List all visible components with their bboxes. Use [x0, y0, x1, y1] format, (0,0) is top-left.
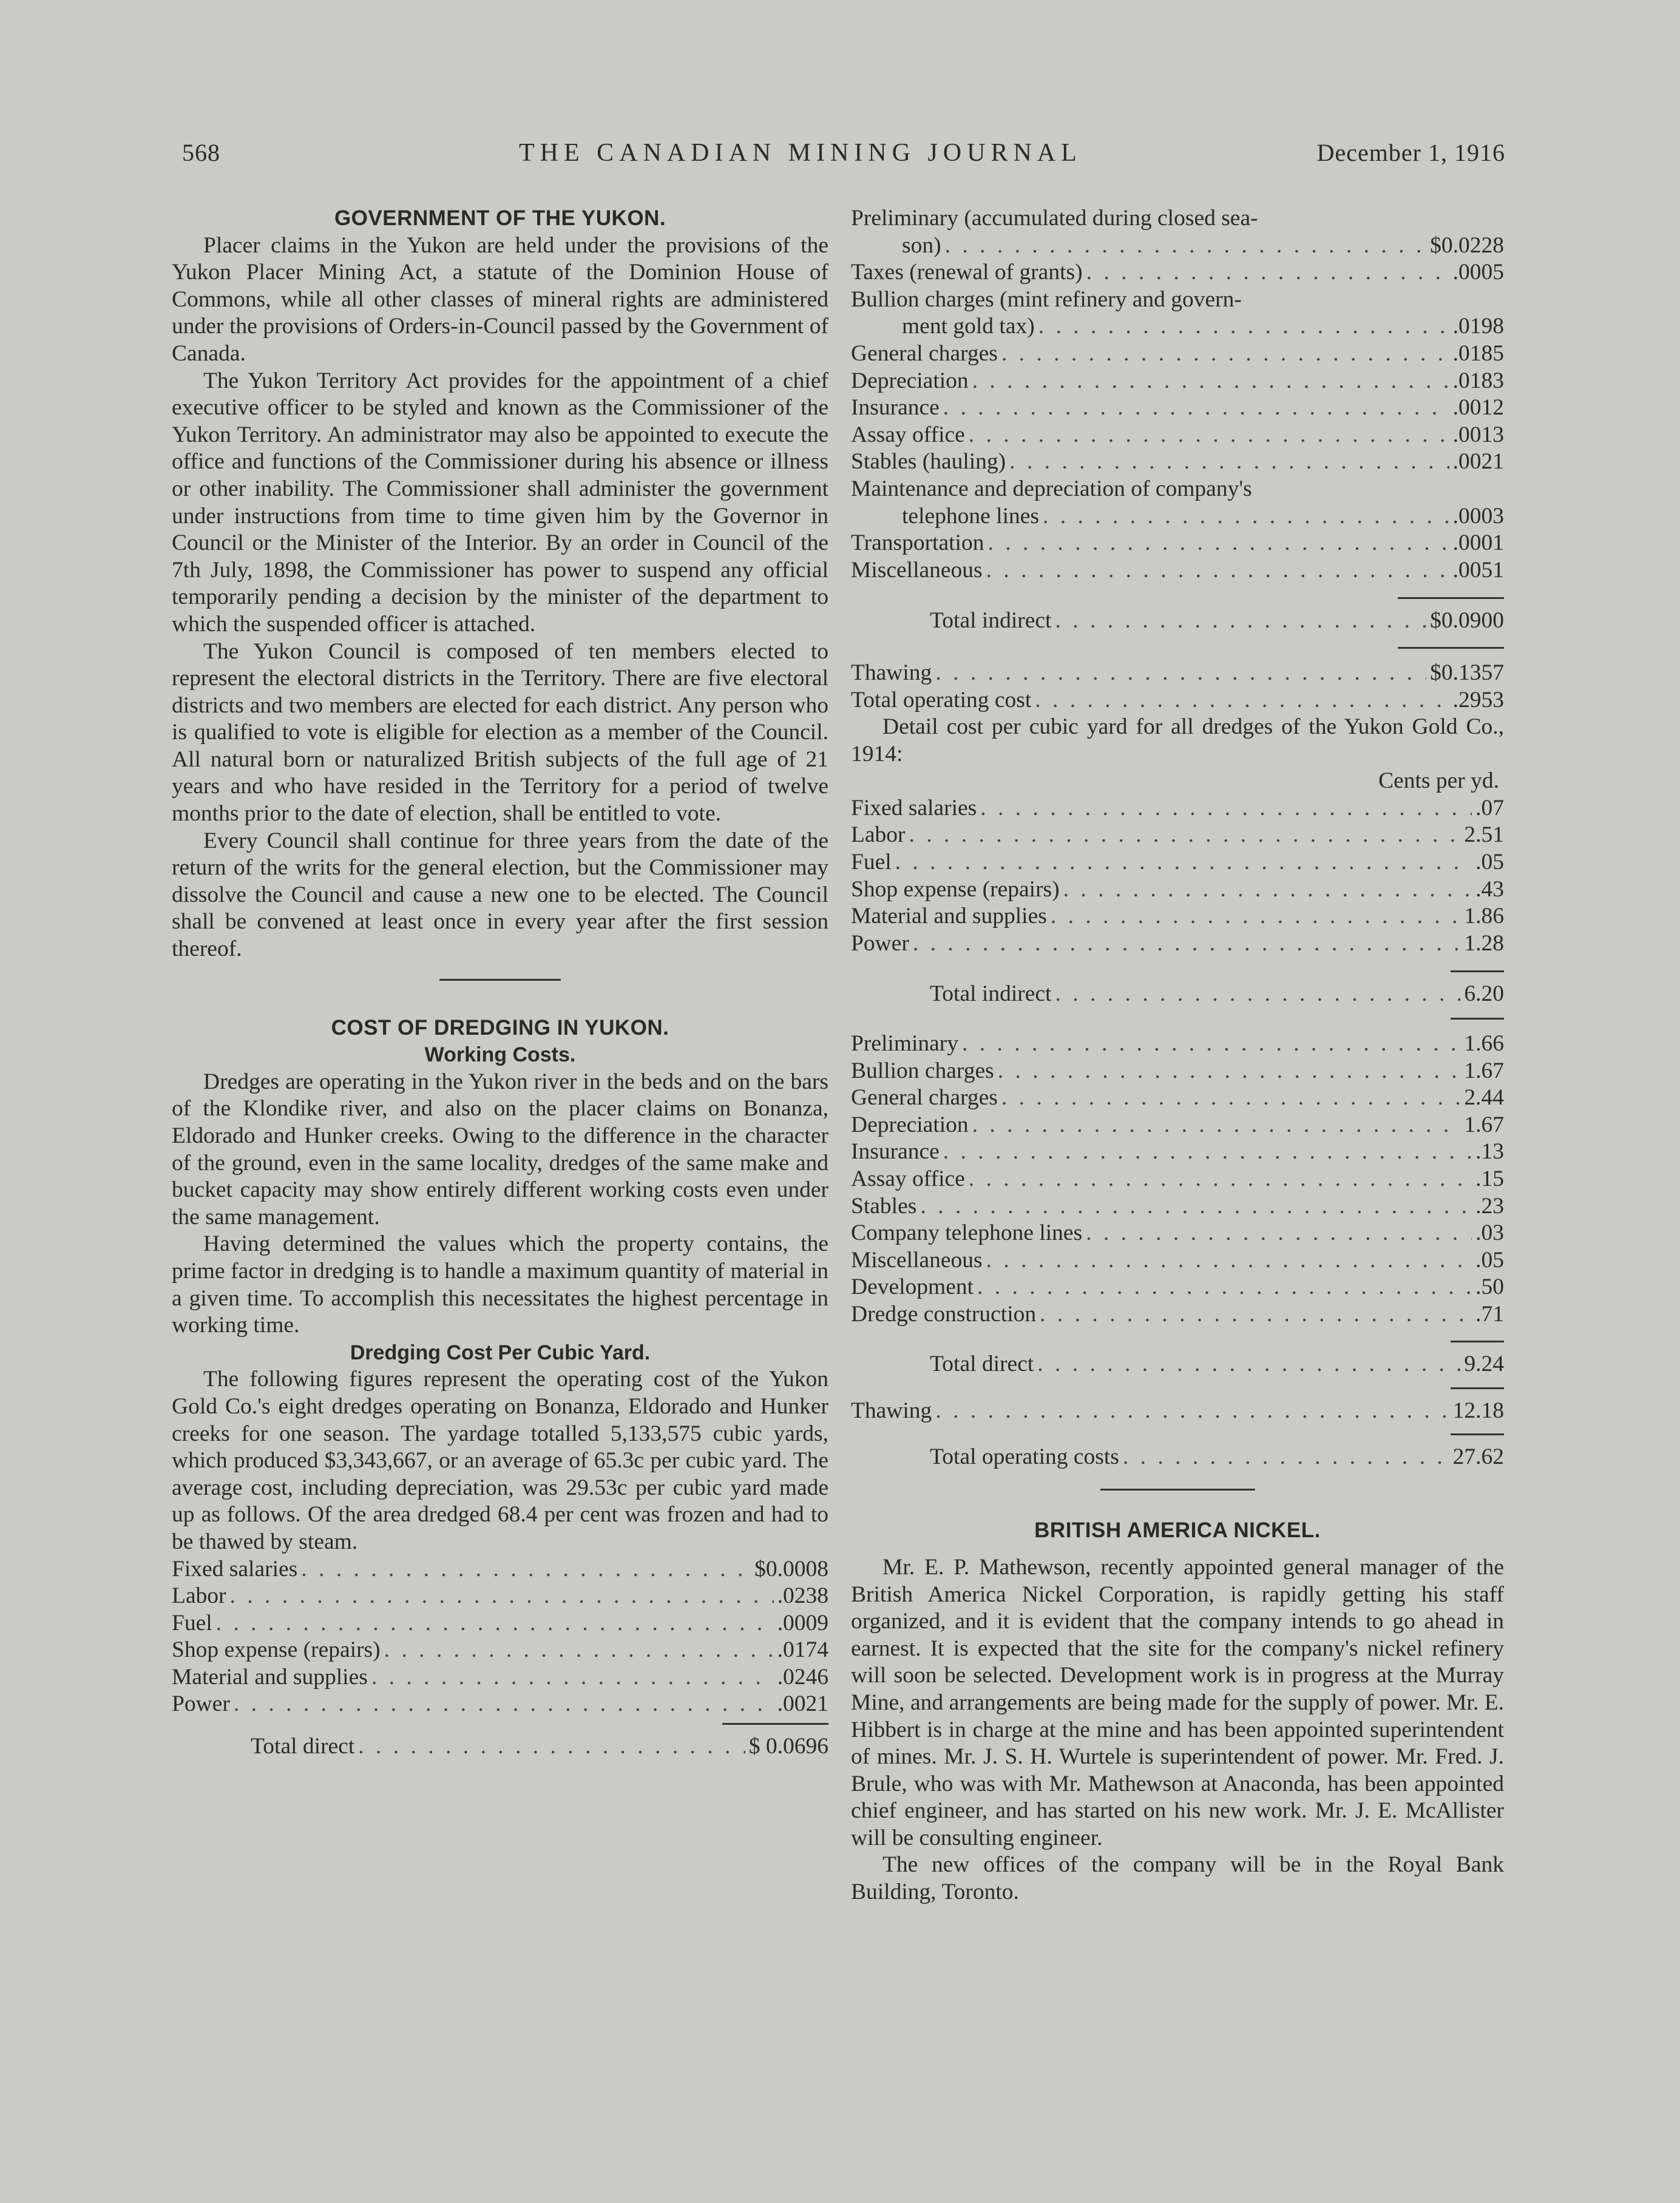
table-row: Assay office . . . .15 [851, 1166, 1504, 1193]
paragraph: Mr. E. P. Mathewson, recently appointed general manager of the British America Nickel Corporation, is rapidly getting his staff organized, and it is evident that the company intends to go ahead in earnest. It is expected that the site for the company's nickel refinery will soon be selected. Development work is in progress at the Murray Mine, and arrangements are being made for the supply of power. Mr. E. Hibbert is in charge at the mine and has been appointed superintendent of mines. Mr. J. S. H. Wurtele is superintendent of power. Mr. Fred. J. Brule, who was with Mr. Mathewson at Anaconda, has been appointed chief engineer, and has started on his new work. Mr. J. E. McAllister will be consulting engineer. [851, 1554, 1504, 1850]
table-row: Power . . . .0021 [172, 1691, 828, 1718]
table-row: Total operating cost . . . .2953 [851, 687, 1504, 714]
table-row: Material and supplies . . . .0246 [172, 1664, 828, 1691]
direct-cost-table [172, 1556, 828, 1761]
table-row: Material and supplies . . . 1.86 [851, 903, 1504, 930]
table-row-label: Maintenance and depreciation of company's [851, 476, 1252, 501]
table-row: ment gold tax) . . . .0198 [851, 313, 1504, 340]
table-row: Miscellaneous . . . .05 [851, 1247, 1504, 1274]
table-row: Assay office . . . .0013 [851, 422, 1504, 449]
section-divider [439, 979, 561, 981]
paragraph: Detail cost per cubic yard for all dredges of the Yukon Gold Co., 1914: [851, 714, 1504, 766]
total-row: Total direct . . . 9.24 [851, 1351, 1504, 1378]
paragraph: Dredges are operating in the Yukon river in the beds and on the bars of the Klondike river, and also on the placer claims on Bonanza, Eldorado and Hunker creeks. Owing to the difference in the character of the ground, even in the same locality, dredges of the same make and bucket capacity may show entirely different working costs even under the same management. [172, 1069, 828, 1230]
table-row: Thawing . . . $0.1357 [851, 660, 1504, 687]
right-column [851, 205, 1504, 1906]
table-row: Development . . . .50 [851, 1274, 1504, 1301]
table-row: Thawing . . . 12.18 [851, 1398, 1504, 1425]
table-row: Insurance . . . .13 [851, 1139, 1504, 1166]
table-row: Depreciation . . . 1.67 [851, 1112, 1504, 1139]
paragraph: Every Council shall continue for three years from the date of the return of the writs for the general election, but the Commissioner may dissolve the Council and cause a new one to be elected. The Council shall be convened at least once in every year after the first session thereof. [172, 828, 828, 962]
paragraph: The Yukon Territory Act provides for the appointment of a chief executive officer to be styled and known as the Commissioner of the Yukon Territory. An administrator may also be appointed to execute the office and functions of the Commissioner during his absence or illness or other inability. The Commissioner shall administer the government under instructions from time to time given him by the Governor in Council or the Minister of the Interior. By an order in Council of the 7th July, 1898, the Commissioner has power to suspend any official temporarily pending a decision by the minister of the department to which the suspended officer is attached. [172, 368, 828, 637]
table-row: Shop expense (repairs) . . . .43 [851, 876, 1504, 904]
sum-rule [1451, 1341, 1504, 1342]
left-column [172, 205, 828, 1761]
table-row: Depreciation . . . .0183 [851, 368, 1504, 395]
table-row: General charges . . . .0185 [851, 340, 1504, 368]
table-row: Stables . . . .23 [851, 1193, 1504, 1220]
table-row: Bullion charges . . . 1.67 [851, 1058, 1504, 1085]
total-row: Total indirect . . . 6.20 [851, 981, 1504, 1008]
paragraph: The following figures represent the operating cost of the Yukon Gold Co.'s eight dredges operating on Bonanza, Eldorado and Hunker creeks for one season. The yardage totalled 5,133,575 cubic yards, which produced $3,343,667, or an average of 65.3c per cubic yard. The average cost, including depreciation, was 29.53c per cubic yard made up as follows. Of the area dredged 68.4 per cent was frozen and had to be thawed by steam. [172, 1367, 828, 1554]
table-row: Company telephone lines . . . .03 [851, 1220, 1504, 1247]
working-costs-subheading: Working Costs. [424, 1043, 576, 1067]
table-row-label: Preliminary (accumulated during closed sea- [851, 206, 1258, 231]
total-row: Total indirect . . . $0.0900 [851, 607, 1504, 635]
detail-cost-table [851, 768, 1504, 1470]
table-row: Stables (hauling) . . . .0021 [851, 448, 1504, 476]
table-row: Shop expense (repairs) . . . .0174 [172, 1637, 828, 1664]
paragraph: Placer claims in the Yukon are held under the provisions of the Yukon Placer Mining Act, a statute of the Dominion House of Commons, while all other classes of mineral rights are administered under the provisions of Orders-in-Council passed by the Government of Canada. [172, 232, 828, 366]
paragraph: Having determined the values which the property contains, the prime factor in dredging is to handle a maximum quantity of material in a given time. To accomplish this necessitates the highest percentage in working time. [172, 1231, 828, 1338]
issue-date: December 1, 1916 [1316, 139, 1505, 166]
sum-rule [1451, 1018, 1504, 1020]
nickel-heading: BRITISH AMERICA NICKEL. [1034, 1518, 1321, 1543]
table-row: Labor . . . .0238 [172, 1583, 828, 1610]
sum-rule [722, 1723, 828, 1725]
page-header [182, 138, 1505, 175]
table-row: Transportation . . . .0001 [851, 530, 1504, 557]
section-divider [1100, 1489, 1255, 1491]
table-row: Dredge construction . . . .71 [851, 1301, 1504, 1328]
cost-per-yard-subheading: Dredging Cost Per Cubic Yard. [350, 1341, 651, 1364]
table-row: Labor . . . 2.51 [851, 822, 1504, 849]
dredging-heading: COST OF DREDGING IN YUKON. [331, 1015, 669, 1040]
table-row: Fuel . . . .05 [851, 849, 1504, 876]
table-row: Insurance . . . .0012 [851, 394, 1504, 422]
page-number: 568 [182, 139, 220, 166]
sum-rule [1398, 647, 1504, 649]
table-row: General charges . . . 2.44 [851, 1085, 1504, 1112]
sum-rule [1398, 597, 1504, 599]
table-row: Fuel . . . .0009 [172, 1610, 828, 1637]
sum-rule [1451, 1433, 1504, 1435]
table-row: Fixed salaries . . . $0.0008 [172, 1556, 828, 1583]
paragraph: The new offices of the company will be in the Royal Bank Building, Toronto. [851, 1852, 1504, 1905]
table-row: Preliminary . . . 1.66 [851, 1030, 1504, 1058]
sum-rule [1451, 1387, 1504, 1389]
table-row: telephone lines . . . .0003 [851, 503, 1504, 530]
table-row: Fixed salaries . . . .07 [851, 795, 1504, 822]
total-row: Total direct . . . $ 0.0696 [172, 1733, 828, 1761]
table-row: Miscellaneous . . . .0051 [851, 557, 1504, 584]
total-row: Total operating costs . . . 27.62 [851, 1444, 1504, 1471]
table-row: son) . . . $0.0228 [851, 232, 1504, 260]
sum-rule [1451, 970, 1504, 972]
table-row: Power . . . 1.28 [851, 930, 1504, 958]
paragraph: The Yukon Council is composed of ten members elected to represent the electoral districts in the Territory. There are five electoral districts and two members are elected for each district. Any person who is qualified to vote is eligible for election as a member of the Council. All natural born or naturalized British subjects of the full age of 21 years and who have resided in the Territory for a period of twelve months prior to the date of election, shall be entitled to vote. [172, 638, 828, 827]
table-row-label: Bullion charges (mint refinery and govern- [851, 286, 1242, 312]
unit-header: Cents per yd. [1378, 768, 1499, 794]
yukon-government-heading: GOVERNMENT OF THE YUKON. [334, 206, 666, 230]
indirect-cost-table [851, 205, 1504, 714]
table-row: Taxes (renewal of grants) . . . .0005 [851, 259, 1504, 286]
journal-title: THE CANADIAN MINING JOURNAL [519, 139, 1082, 167]
